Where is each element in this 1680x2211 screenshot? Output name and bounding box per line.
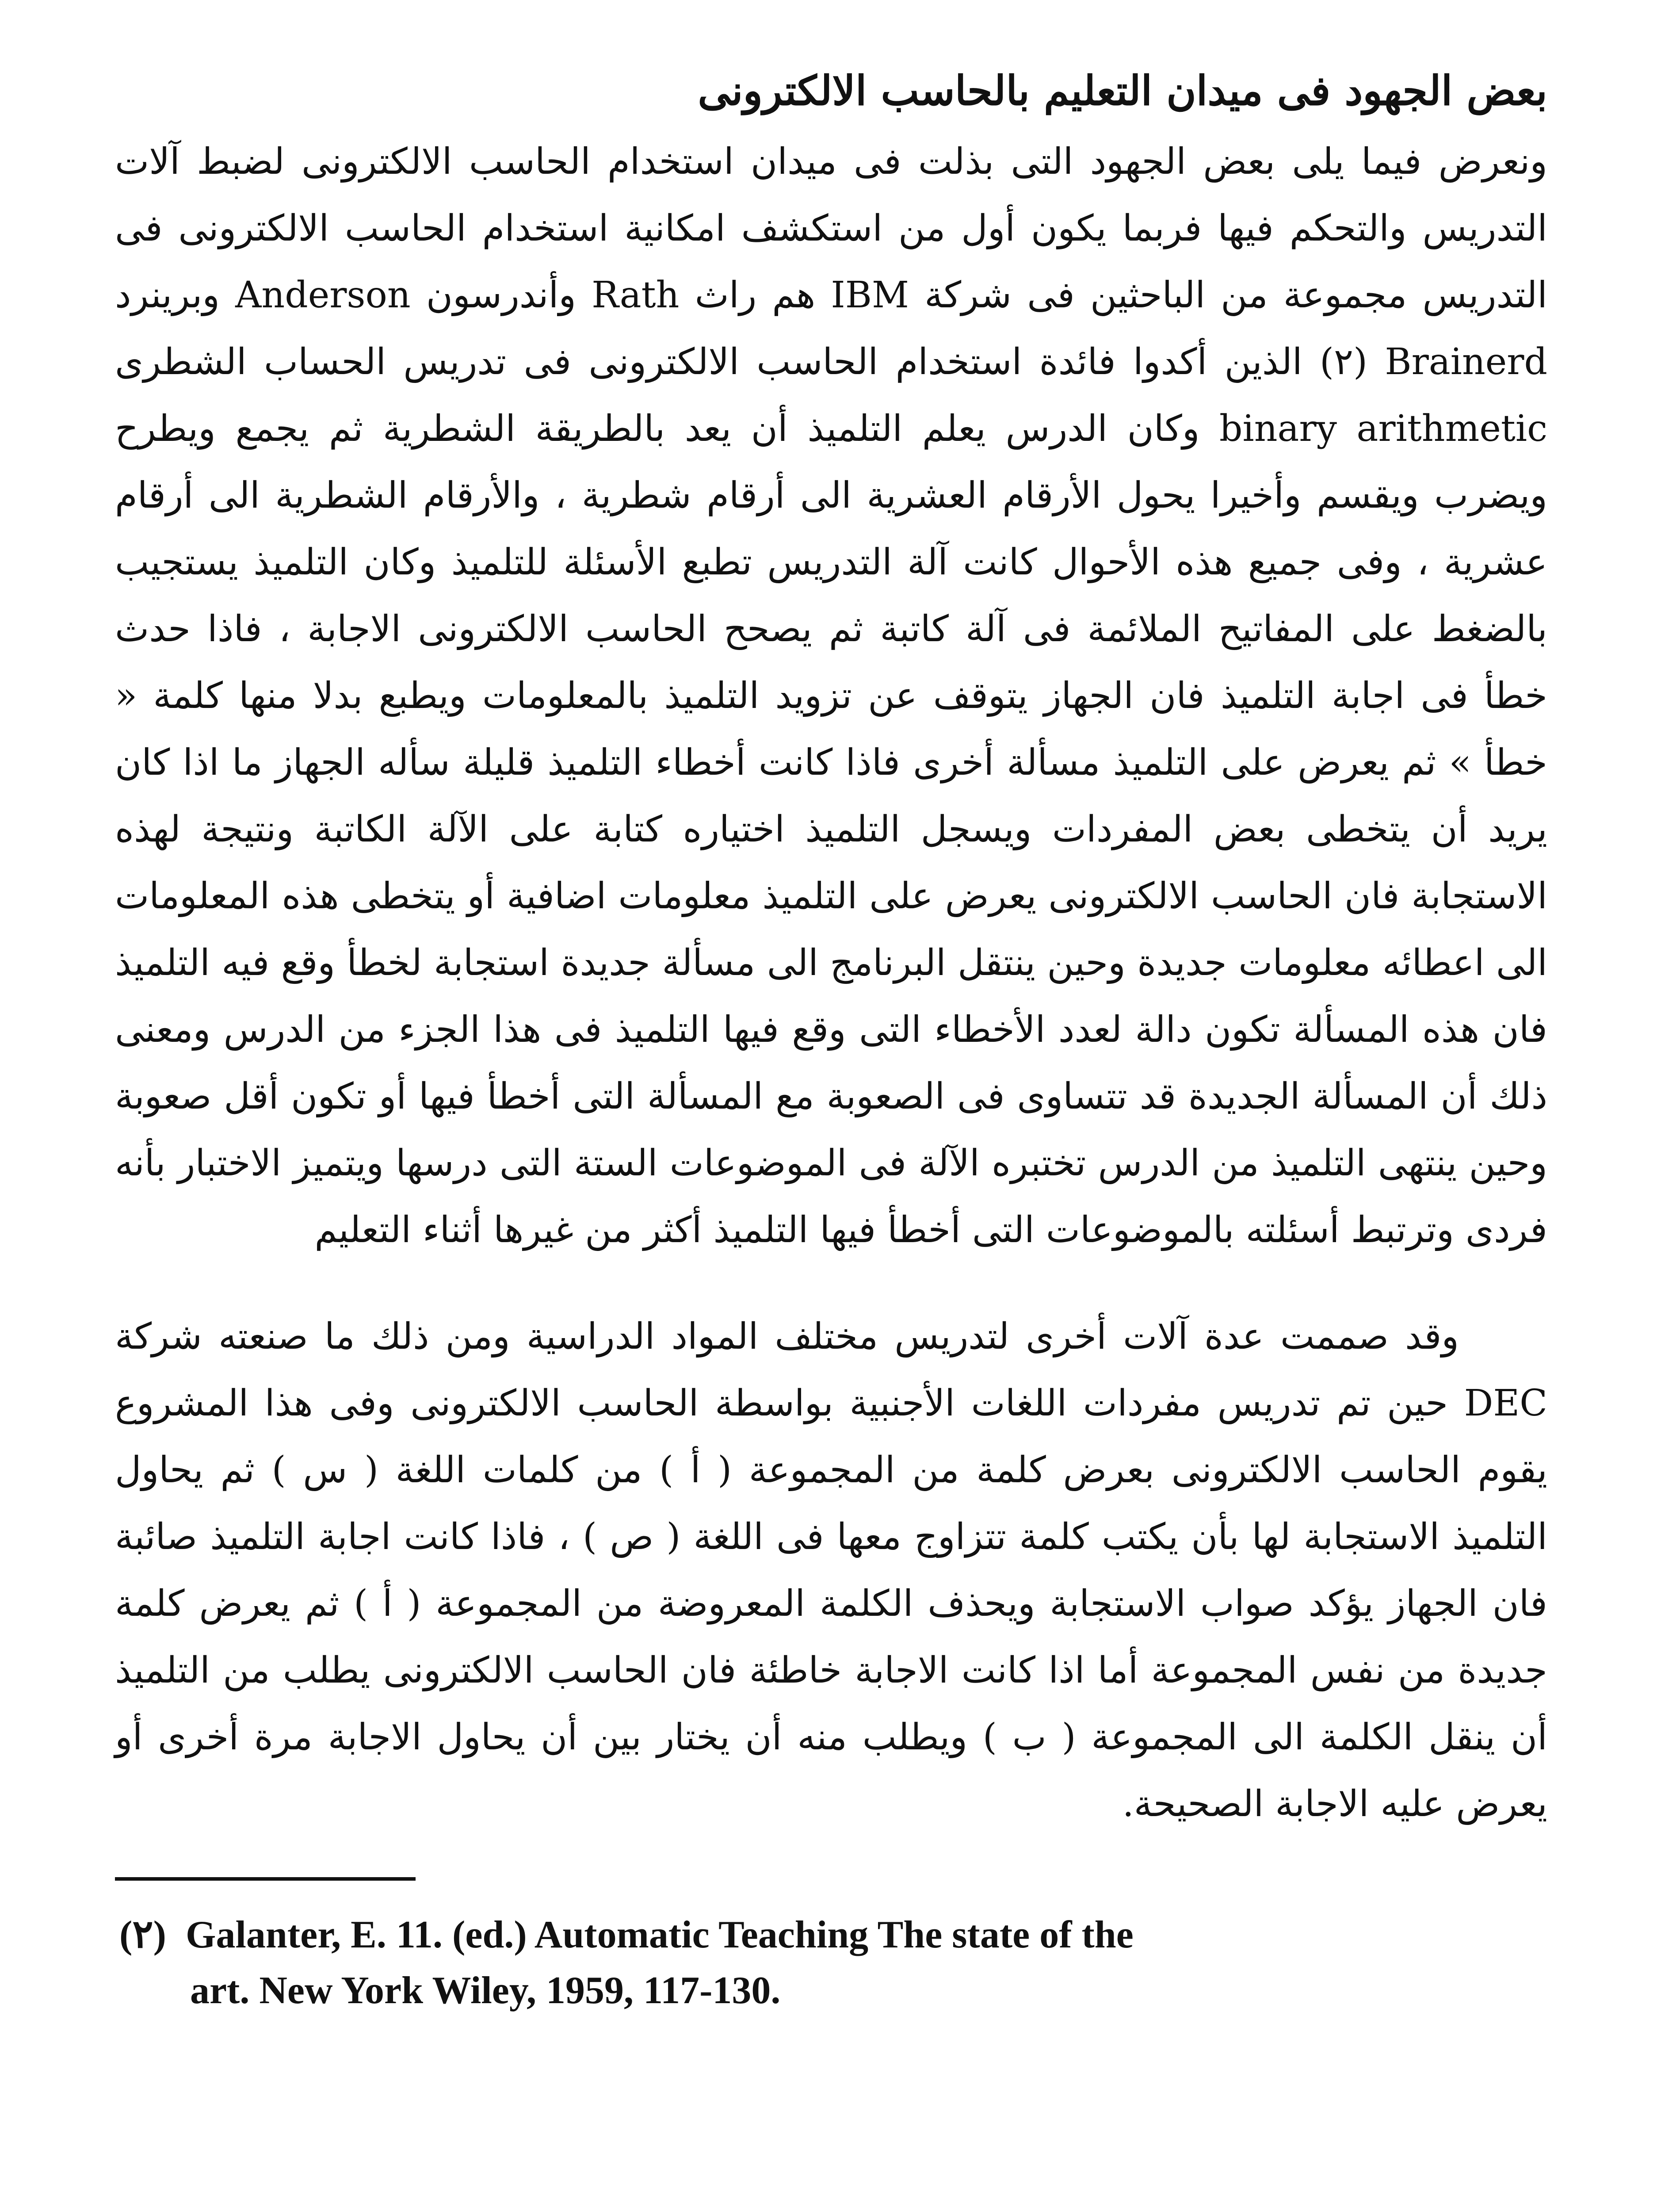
footnote (115, 1907, 1547, 2019)
footnote-text-1: Galanter, E. 11. (ed.) Automatic Teaching The state of the (186, 1913, 1134, 1956)
footnote-line-1 (119, 1907, 1547, 1963)
footnote-line-2: art. New York Wiley, 1959, 117-130. (190, 1969, 781, 2012)
paragraph-2: وقد صممت عدة آلات أخرى لتدريس مختلف المواد الدراسية ومن ذلك ما صنعته شركة DEC حين تم تدريس مفردات اللغات الأجنبية بواسطة الحاسب الالكترونى وفى هذا المشروع يقوم الحاسب الالكترونى بعرض كلمة من المجموعة ( أ ) من كلمات اللغة ( س ) ثم يحاول التلميذ الاستجابة لها بأن يكتب كلمة تتزاوج معها فى اللغة ( ص ) ، فاذا كانت اجابة التلميذ صائبة فان الجهاز يؤكد صواب الاستجابة ويحذف الكلمة المعروضة من المجموعة ( أ ) ثم يعرض كلمة جديدة من نفس المجموعة أما اذا كانت الاجابة خاطئة فان الحاسب الالكترونى يطلب من التلميذ أن ينقل الكلمة الى المجموعة ( ب ) ويطلب منه أن يختار بين أن يحاول الاجابة مرة أخرى أو يعرض عليه الاجابة الصحيحة. (115, 1316, 1547, 1825)
footnote-separator (115, 1877, 416, 1881)
paragraph-1: ونعرض فيما يلى بعض الجهود التى بذلت فى ميدان استخدام الحاسب الالكترونى لضبط آلات التدريس والتحكم فيها فربما يكون أول من استكشف امكانية استخدام الحاسب الالكترونى فى التدريس مجموعة من الباحثين فى شركة IBM هم راث Rath وأندرسون Anderson وبرينرد Brainerd (٢) الذين أكدوا فائدة استخدام الحاسب الالكترونى فى تدريس الحساب الشطرى binary arithmetic وكان الدرس يعلم التلميذ أن يعد بالطريقة الشطرية ثم يجمع ويطرح ويضرب ويقسم وأخيرا يحول الأرقام العشرية الى أرقام شطرية ، والأرقام الشطرية الى أرقام عشرية ، وفى جميع هذه الأحوال كانت آلة التدريس تطبع الأسئلة للتلميذ وكان التلميذ يستجيب بالضغط على المفاتيح الملائمة فى آلة كاتبة ثم يصحح الحاسب الالكترونى الاجابة ، فاذا حدث خطأ فى اجابة التلميذ فان الجهاز يتوقف عن تزويد التلميذ بالمعلومات ويطبع بدلا منها كلمة « خطأ » ثم يعرض على التلميذ مسألة أخرى فاذا كانت أخطاء التلميذ قليلة سأله الجهاز ما اذا كان يريد أن يتخطى بعض المفردات ويسجل التلميذ اختياره كتابة على الآلة الكاتبة ونتيجة لهذه الاستجابة فان الحاسب الالكترونى يعرض على التلميذ معلومات اضافية أو يتخطى هذه المعلومات الى اعطائه معلومات جديدة وحين ينتقل البرنامج الى مسألة جديدة استجابة لخطأ وقع فيه التلميذ فان هذه المسألة تكون دالة لعدد الأخطاء التى وقع فيها التلميذ فى هذا الجزء من الدرس ومعنى ذلك أن المسألة الجديدة قد تتساوى فى الصعوبة مع المسألة التى أخطأ فيها أو تكون أقل صعوبة وحين ينتهى التلميذ من الدرس تختبره الآلة فى الموضوعات الستة التى درسها ويتميز الاختبار بأنه فردى وترتبط أسئلته بالموضوعات التى أخطأ فيها التلميذ أكثر من غيرها أثناء التعليم (115, 141, 1548, 1251)
footnote-marker: (٢) (119, 1913, 166, 1956)
page-heading: بعض الجهود فى ميدان التعليم بالحاسب الالكترونى (698, 67, 1547, 115)
